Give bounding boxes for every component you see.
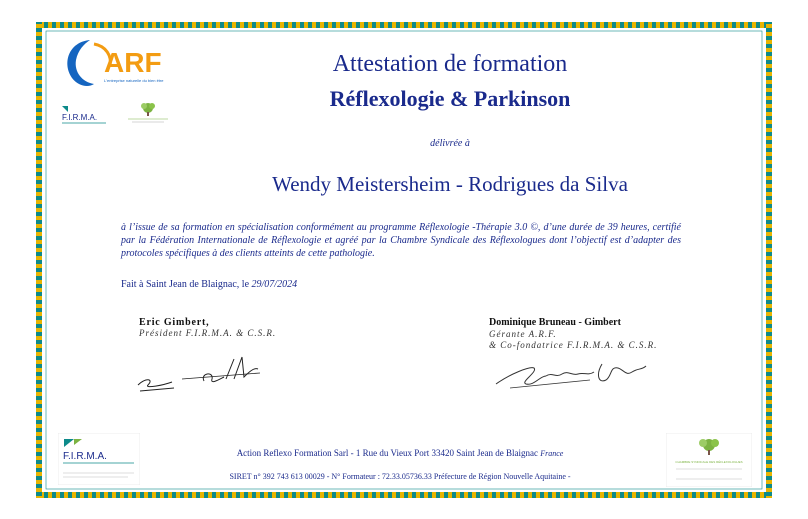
footer-country: France xyxy=(540,449,564,458)
signature-1 xyxy=(134,355,274,395)
delivered-label: délivrée à xyxy=(430,138,470,149)
csr-logo-top xyxy=(126,100,170,126)
arf-logo xyxy=(60,38,170,90)
signatory-1-name: Eric Gimbert, xyxy=(139,317,210,328)
signatory-2-role-line-1: Gérante A.R.F. xyxy=(489,329,557,339)
place-date-line xyxy=(121,279,297,290)
arf-logo-text: ARF xyxy=(104,47,162,78)
place-prefix: Fait à Saint Jean de Blaignac, le xyxy=(121,279,250,290)
certificate-title: Attestation de formation xyxy=(332,51,568,77)
footer-address xyxy=(180,448,620,458)
firma-logo-top-text: F.I.R.M.A. xyxy=(62,113,98,122)
certificate-body: à l’issue de sa formation en spécialisation conformément au programme Réflexologie -Thérapie 3.0 ©, d’une durée de 39 heures, certifié par la Fédération Internationale de Réflexologie et agréé par la Chambre Syndicale des Réflexologues dont l’objectif est d’adapter des protocoles spécifiques à des clients atteints de cette pathologie. xyxy=(121,222,681,259)
signatory-2-role-line-2: & Co-fondatrice F.I.R.M.A. & C.S.R. xyxy=(489,340,658,350)
firma-logo-top xyxy=(60,104,110,126)
footer-registration: SIRET n° 392 743 613 00029 - N° Formateur : 72.33.05736.33 Préfecture de Région Nouvelle Aquitaine - xyxy=(229,472,571,481)
footer-address-text: Action Reflexo Formation Sarl - 1 Rue du Vieux Port 33420 Saint Jean de Blaignac xyxy=(236,448,538,458)
arf-logo-tagline: L'entreprise naturelle du bien être xyxy=(104,78,164,83)
firma-logo-footer xyxy=(58,433,140,485)
csr-logo-footer xyxy=(666,433,752,487)
certificate-subtitle: Réflexologie & Parkinson xyxy=(329,86,571,111)
recipient-name: Wendy Meistersheim - Rodrigues da Silva xyxy=(272,172,628,196)
signatory-2-name: Dominique Bruneau - Gimbert xyxy=(489,317,621,328)
issue-date: 29/07/2024 xyxy=(251,279,298,290)
signature-2 xyxy=(490,354,660,394)
csr-logo-footer-text: CHAMBRE SYNDICALE DES RÉFLEXOLOGUES xyxy=(675,460,743,464)
signatory-1-role: Président F.I.R.M.A. & C.S.R. xyxy=(139,328,277,338)
firma-logo-footer-text: F.I.R.M.A. xyxy=(63,451,107,462)
